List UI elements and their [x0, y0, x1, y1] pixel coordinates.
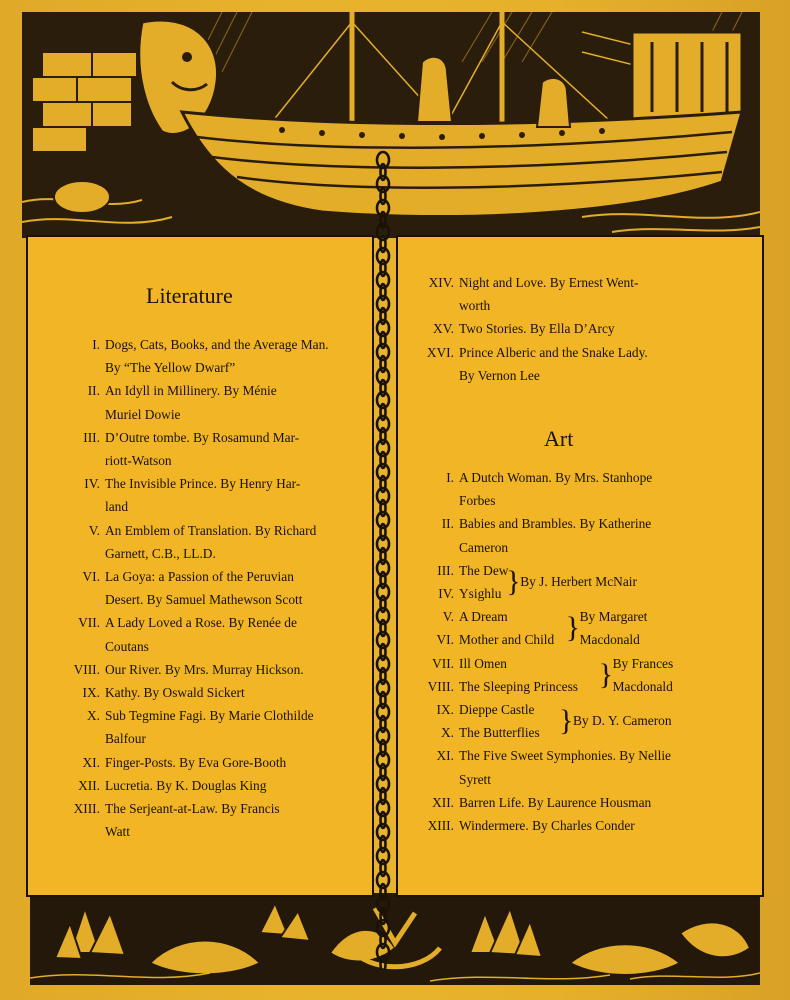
- contents-entry: [34, 379, 370, 402]
- group-credit-line: By J. Herbert McNair: [520, 573, 637, 589]
- contents-entry: [34, 495, 370, 518]
- water-lily-engraving-illustration: [30, 893, 760, 985]
- entry-text: Windermere. By Charles Conder: [459, 818, 635, 834]
- contents-entry: [402, 489, 757, 512]
- entry-text: Sub Tegmine Fagi. By Marie Clothilde: [105, 708, 314, 724]
- entry-number: IV.: [438, 586, 454, 602]
- contents-entry: [34, 403, 370, 426]
- entry-number: V.: [442, 609, 454, 625]
- art-contents-panel: [396, 235, 764, 897]
- entry-text: Muriel Dowie: [105, 406, 181, 422]
- entry-text: The Serjeant-at-Law. By Francis: [105, 801, 280, 817]
- entry-number: [34, 727, 105, 750]
- contents-entry: [34, 727, 370, 750]
- entry-number: VIII.: [73, 661, 100, 677]
- group-brace: }: [506, 564, 521, 598]
- entry-text: Forbes: [459, 493, 496, 509]
- entry-text: Balfour: [105, 731, 146, 747]
- contents-entry: [34, 542, 370, 565]
- entry-text: Babies and Brambles. By Katherine: [459, 516, 652, 532]
- group-credit: [573, 709, 672, 732]
- contents-entry: [402, 466, 757, 489]
- entry-number: I.: [446, 470, 454, 485]
- entry-text: A Dream: [459, 609, 508, 625]
- entry-number: VII.: [432, 655, 454, 671]
- entry-text: By “The Yellow Dwarf”: [105, 360, 236, 376]
- entry-number: [402, 364, 459, 387]
- entry-text: Dieppe Castle: [459, 702, 535, 718]
- entry-text: The Invisible Prince. By Henry Har-: [105, 476, 301, 492]
- group-credit-line: By Margaret: [579, 609, 648, 625]
- entry-number: II.: [441, 516, 454, 532]
- group-credit: [613, 652, 674, 698]
- entry-number: XIII.: [427, 818, 454, 834]
- contents-entry: [402, 317, 757, 340]
- entry-text: Ysighlu: [459, 586, 502, 602]
- entry-number: IV.: [84, 476, 100, 492]
- group-brace: }: [559, 704, 574, 738]
- contents-entry: [34, 611, 370, 634]
- entry-text: Night and Love. By Ernest Went-: [459, 275, 639, 290]
- entry-text: Garnett, C.B., LL.D.: [105, 545, 216, 561]
- contents-entry: [402, 364, 757, 387]
- entry-text: An Emblem of Translation. By Richard: [105, 522, 317, 538]
- contents-entry: [34, 820, 370, 843]
- entry-number: XII.: [78, 777, 100, 793]
- entry-number: XIII.: [73, 801, 100, 817]
- entry-number: XV.: [433, 321, 454, 337]
- contents-entry: [34, 635, 370, 658]
- entry-number: IX.: [82, 685, 100, 701]
- entry-number: [34, 495, 105, 518]
- entry-text: Dogs, Cats, Books, and the Average Man.: [105, 337, 329, 352]
- contents-entry: [402, 652, 757, 675]
- contents-entry: [34, 751, 370, 774]
- entry-text: Cameron: [459, 539, 509, 555]
- entry-text: The Sleeping Princess: [459, 678, 579, 694]
- group-credit-line: Macdonald: [612, 678, 673, 694]
- entry-text: Ill Omen: [459, 655, 507, 671]
- entry-number: VII.: [78, 615, 100, 631]
- entry-text: A Dutch Woman. By Mrs. Stanhope: [459, 470, 653, 485]
- entry-number: III.: [83, 429, 100, 445]
- entry-number: XI.: [82, 754, 100, 770]
- entry-number: [34, 635, 105, 658]
- attributed-group: [402, 652, 757, 698]
- entry-number: IX.: [436, 702, 454, 718]
- contents-entry: [34, 449, 370, 472]
- entry-number: [402, 294, 459, 317]
- entry-text: land: [105, 499, 129, 515]
- entry-text: A Lady Loved a Rose. By Renée de: [105, 615, 297, 631]
- contents-entry: [402, 814, 757, 837]
- attributed-group: [402, 605, 757, 651]
- contents-entry: [34, 472, 370, 495]
- contents-entry: [34, 333, 370, 356]
- entry-text: Kathy. By Oswald Sickert: [105, 685, 245, 701]
- entry-number: III.: [437, 562, 454, 578]
- entry-number: [34, 588, 105, 611]
- contents-entry: [402, 791, 757, 814]
- group-brace: }: [565, 611, 580, 645]
- entry-text: Our River. By Mrs. Murray Hickson.: [105, 661, 304, 677]
- contents-entry: [34, 588, 370, 611]
- entry-text: La Goya: a Passion of the Peruvian: [105, 569, 294, 585]
- contents-entry: [402, 512, 757, 535]
- entry-number: XII.: [432, 794, 454, 810]
- entry-text: Desert. By Samuel Mathewson Scott: [105, 592, 303, 608]
- entry-number: VIII.: [427, 678, 454, 694]
- entry-text: worth: [459, 298, 491, 314]
- entry-text: Two Stories. By Ella D’Arcy: [459, 321, 615, 337]
- art-heading: Art: [544, 426, 574, 451]
- entry-text: The Five Sweet Symphonies. By Nellie: [459, 748, 671, 764]
- entry-text: Lucretia. By K. Douglas King: [105, 777, 267, 793]
- entry-number: I.: [92, 337, 100, 352]
- entry-number: X.: [86, 708, 100, 724]
- group-credit-line: By D. Y. Cameron: [573, 713, 672, 729]
- literature-heading: Literature: [146, 283, 233, 308]
- entry-text: Finger-Posts. By Eva Gore-Booth: [105, 754, 287, 770]
- art-entry-list: [402, 466, 757, 837]
- contents-entry: [34, 565, 370, 588]
- entry-text: An Idyll in Millinery. By Ménie: [105, 383, 277, 399]
- entry-number: VI.: [82, 569, 100, 585]
- literature-continued-list: [402, 271, 757, 387]
- group-credit-line: By Frances: [612, 655, 674, 671]
- entry-number: VI.: [436, 632, 454, 648]
- entry-text: D’Outre tombe. By Rosamund Mar-: [105, 429, 300, 445]
- entry-number: [34, 403, 105, 426]
- group-credit-line: Macdonald: [579, 632, 640, 648]
- attributed-group: [402, 559, 757, 605]
- literature-entry-list: [34, 333, 370, 843]
- contents-entry: [34, 704, 370, 727]
- attributed-group: [402, 698, 757, 744]
- contents-entry: [34, 658, 370, 681]
- contents-entry: [402, 341, 757, 364]
- entry-number: [34, 820, 105, 843]
- entry-text: Mother and Child: [459, 632, 555, 648]
- entry-text: Watt: [105, 824, 130, 840]
- contents-entry: [402, 271, 757, 294]
- contents-entry: [34, 519, 370, 542]
- contents-entry: [402, 294, 757, 317]
- entry-number: V.: [88, 522, 100, 538]
- literature-contents-panel: [26, 235, 374, 897]
- contents-entry: [34, 356, 370, 379]
- entry-number: XI.: [436, 748, 454, 764]
- entry-text: Coutans: [105, 638, 149, 654]
- entry-number: XVI.: [426, 344, 454, 360]
- entry-number: [402, 489, 459, 512]
- entry-number: X.: [440, 725, 454, 741]
- contents-entry: [34, 426, 370, 449]
- entry-text: Barren Life. By Laurence Housman: [459, 794, 652, 810]
- entry-number: [402, 536, 459, 559]
- contents-entry: [34, 774, 370, 797]
- entry-number: XIV.: [428, 275, 454, 290]
- group-credit: [520, 570, 637, 593]
- contents-entry: [402, 744, 757, 767]
- entry-text: The Dew: [459, 562, 509, 578]
- contents-entry: [402, 768, 757, 791]
- contents-entry: [402, 536, 757, 559]
- entry-number: [402, 768, 459, 791]
- entry-text: The Butterflies: [459, 725, 540, 741]
- contents-entry: [34, 681, 370, 704]
- anchor-chain-illustration: [372, 150, 394, 970]
- entry-text: By Vernon Lee: [459, 367, 540, 383]
- entry-number: [34, 449, 105, 472]
- entry-text: Syrett: [459, 771, 491, 787]
- entry-text: riott-Watson: [105, 453, 172, 469]
- group-brace: }: [598, 657, 613, 691]
- contents-entry: [402, 675, 757, 698]
- group-credit: [580, 605, 648, 651]
- entry-number: [34, 356, 105, 379]
- contents-entry: [34, 797, 370, 820]
- entry-number: [34, 542, 105, 565]
- entry-number: II.: [87, 383, 100, 399]
- entry-text: Prince Alberic and the Snake Lady.: [459, 344, 648, 360]
